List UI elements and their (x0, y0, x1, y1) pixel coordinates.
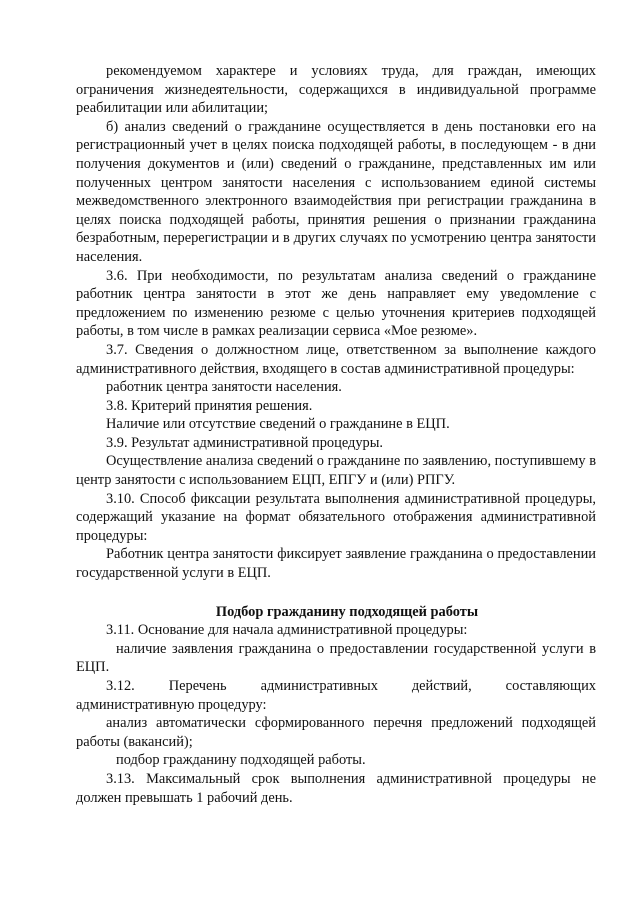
paragraph-3-7: 3.7. Сведения о должностном лице, ответственном за выполнение каждого административного действия, входящего в состав административной процедуры: (76, 341, 596, 377)
paragraph-result: Осуществление анализа сведений о гражданине по заявлению, поступившему в центр занятости с использованием ЕЦП, ЕПГУ и (или) РПГУ. (76, 453, 596, 489)
document-page (76, 62, 596, 807)
paragraph-3-8: 3.8. Критерий принятия решения. (106, 397, 313, 414)
paragraph-basis: наличие заявления гражданина о предоставлении государственной услуги в ЕЦП. (76, 640, 596, 676)
paragraph-3-13: 3.13. Максимальный срок выполнения административной процедуры не должен превышать 1 рабочий день. (76, 770, 596, 806)
paragraph-responsible: работник центра занятости населения. (106, 379, 342, 396)
paragraph-3-10: 3.10. Способ фиксации результата выполнения административной процедуры, содержащий указание на формат обязательного отображения административной процедуры: (76, 490, 596, 544)
paragraph-b-analysis: б) анализ сведений о гражданине осуществляется в день постановки его на регистрационный учет в целях поиска подходящей работы, в последующем - в дни получения документов и (или) сведений о гражданине, представленных им или полученных центром занятости населения с использованием единой системы межведомственного электронного взаимодействия при регистрации гражданина в целях поиска подходящей работы, принятия решения о признании гражданина безработным, перерегистрации и в других случаях по усмотрению центра занятости населения. (76, 118, 596, 265)
paragraph-3-6: 3.6. При необходимости, по результатам анализа сведений о гражданине работник центра занятости в этот же день направляет ему уведомление с предложением по изменению резюме с целью уточнения критериев подходящей работы, в том числе в рамках реализации сервиса «Мое резюме». (76, 267, 596, 340)
paragraph-criterion: Наличие или отсутствие сведений о гражданине в ЕЦП. (106, 416, 450, 433)
section-heading: Подбор гражданину подходящей работы (215, 603, 479, 620)
paragraph-continuation: рекомендуемом характере и условиях труда, для граждан, имеющих ограничения жизнедеятельности, содержащихся в индивидуальной программе реабилитации или абилитации; (76, 63, 596, 117)
paragraph-3-12: 3.12. Перечень административных действий, составляющих административную процедуру: (76, 678, 596, 713)
paragraph-fixation: Работник центра занятости фиксирует заявление гражданина о предоставлении государственной услуги в ЕЦП. (76, 546, 596, 582)
paragraph-analysis-list: анализ автоматически сформированного перечня предложений подходящей работы (вакансий); (76, 715, 596, 750)
paragraph-3-11: 3.11. Основание для начала административной процедуры: (106, 622, 468, 639)
paragraph-selection: подбор гражданину подходящей работы. (116, 752, 366, 769)
paragraph-3-9: 3.9. Результат административной процедуры. (106, 434, 383, 451)
